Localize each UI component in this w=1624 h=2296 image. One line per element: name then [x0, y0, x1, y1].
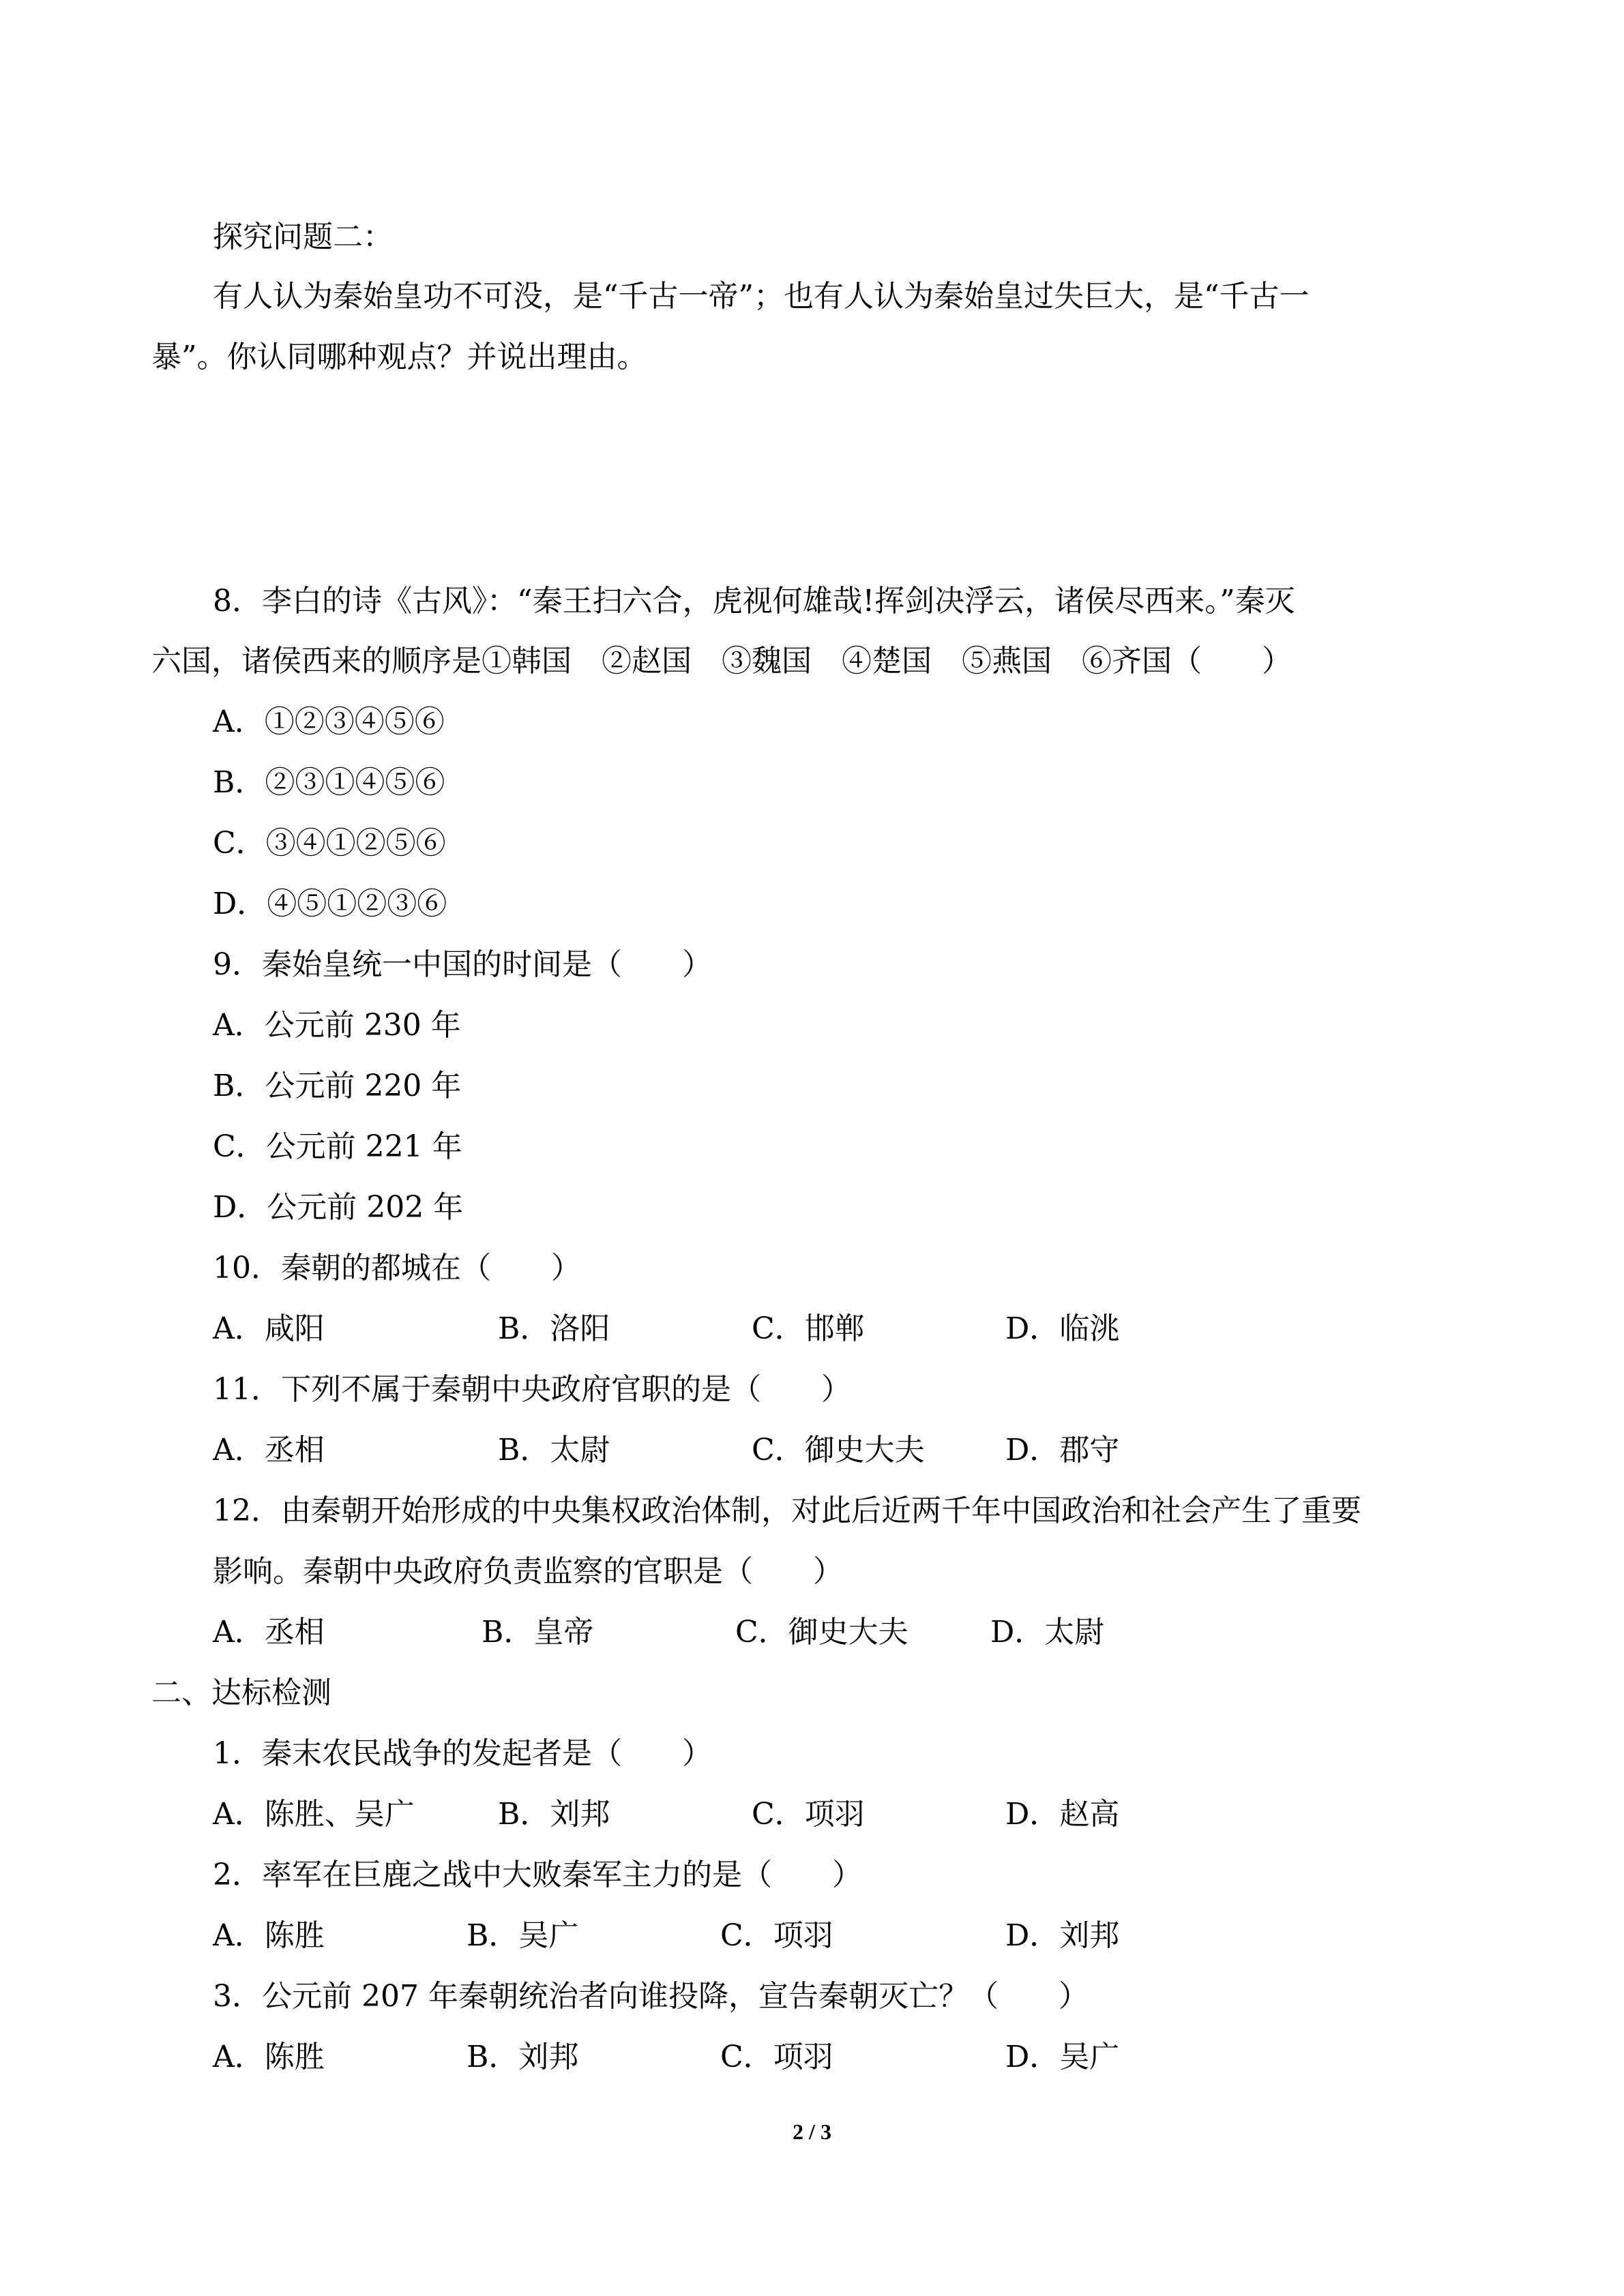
- question-11-option-c: C．御史大夫: [752, 1433, 925, 1467]
- explore-question-2-heading: 探究问题二：: [213, 220, 393, 254]
- test-question-3-option-c: C．项羽: [720, 2040, 833, 2074]
- test-question-1-option-d: D．赵高: [1005, 1797, 1120, 1832]
- question-8-option-d: D．④⑤①②③⑥: [213, 886, 447, 921]
- question-10-option-d: D．临洮: [1005, 1311, 1120, 1346]
- question-10-stem: 10．秦朝的都城在（ ）: [213, 1251, 581, 1285]
- test-question-2-option-a: A．陈胜: [213, 1918, 325, 1953]
- test-question-1-option-a: A．陈胜、吴广: [213, 1797, 415, 1832]
- question-9-option-b: B．公元前 220 年: [213, 1069, 462, 1103]
- question-9-option-a: A．公元前 230 年: [213, 1008, 461, 1043]
- test-question-3-stem: 3．公元前 207 年秦朝统治者向谁投降，宣告秦朝灭亡？（ ）: [213, 1979, 1089, 2014]
- question-8-option-c: C．③④①②⑤⑥: [213, 826, 446, 861]
- question-9-option-c: C．公元前 221 年: [213, 1129, 462, 1164]
- question-12-option-a: A．丞相: [213, 1615, 325, 1650]
- test-question-2-stem: 2．率军在巨鹿之战中大败秦军主力的是（ ）: [213, 1858, 862, 1892]
- question-12-option-b: B．皇帝: [482, 1615, 594, 1650]
- page-number: 2 / 3: [793, 2119, 831, 2144]
- question-11-option-b: B．太尉: [498, 1433, 610, 1467]
- question-10-option-b: B．洛阳: [498, 1311, 610, 1346]
- test-question-1-stem: 1．秦末农民战争的发起者是（ ）: [213, 1736, 712, 1771]
- test-question-2-option-c: C．项羽: [720, 1918, 833, 1953]
- question-12-stem-line-1: 12．由秦朝开始形成的中央集权政治体制，对此后近两千年中国政治和社会产生了重要: [213, 1493, 1361, 1528]
- question-9-stem: 9．秦始皇统一中国的时间是（ ）: [213, 947, 712, 982]
- test-question-1-option-c: C．项羽: [752, 1797, 865, 1832]
- test-question-3-option-b: B．刘邦: [467, 2040, 579, 2074]
- question-8-option-b: B．②③①④⑤⑥: [213, 765, 445, 800]
- test-question-3-option-d: D．吴广: [1005, 2040, 1120, 2074]
- test-question-2-option-b: B．吴广: [467, 1918, 579, 1953]
- question-11-stem: 11．下列不属于秦朝中央政府官职的是（ ）: [213, 1372, 851, 1407]
- question-8-stem-line-1: 8．李白的诗《古风》：“秦王扫六合，虎视何雄哉!挥剑决浮云，诸侯尽西来。”秦灭: [213, 584, 1295, 618]
- test-question-2-option-d: D．刘邦: [1005, 1918, 1120, 1953]
- question-11-option-a: A．丞相: [213, 1433, 325, 1467]
- question-9-option-d: D．公元前 202 年: [213, 1190, 464, 1225]
- question-10-option-a: A．咸阳: [213, 1311, 325, 1346]
- section-2-heading: 二、达标检测: [151, 1675, 331, 1710]
- question-12-stem-line-2: 影响。秦朝中央政府负责监察的官职是（ ）: [213, 1554, 843, 1589]
- explore-question-2-text-line-1: 有人认为秦始皇功不可没，是“千古一帝”；也有人认为秦始皇过失巨大，是“千古一: [213, 279, 1310, 314]
- test-question-3-option-a: A．陈胜: [213, 2040, 325, 2074]
- question-11-option-d: D．郡守: [1005, 1433, 1120, 1467]
- question-8-option-a: A．①②③④⑤⑥: [213, 704, 445, 739]
- question-12-option-d: D．太尉: [990, 1615, 1105, 1650]
- question-10-option-c: C．邯郸: [752, 1311, 865, 1346]
- explore-question-2-text-line-2: 暴”。你认同哪种观点？并说出理由。: [151, 340, 647, 374]
- test-question-1-option-b: B．刘邦: [498, 1797, 610, 1832]
- question-8-stem-line-2: 六国，诸侯西来的顺序是①韩国 ②赵国 ③魏国 ④楚国 ⑤燕国 ⑥齐国（ ）: [151, 644, 1292, 679]
- question-12-option-c: C．御史大夫: [735, 1615, 909, 1650]
